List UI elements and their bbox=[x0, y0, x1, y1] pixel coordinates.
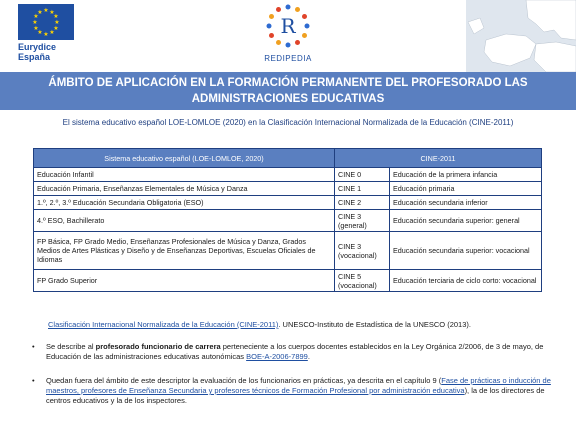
bullet-item bbox=[32, 376, 552, 406]
eurydice-name: Eurydice España bbox=[18, 42, 57, 62]
cine-code-cell: CINE 1 bbox=[335, 182, 390, 196]
cine-code-cell: CINE 0 bbox=[335, 168, 390, 182]
redipedia-logo[interactable] bbox=[255, 4, 321, 63]
level-cell: Educación Infantil bbox=[34, 168, 335, 182]
table-row bbox=[34, 196, 542, 210]
eu-flag-icon bbox=[18, 4, 74, 40]
bullet-text: ), la de los directores de centros educativos y la de los inspectores. bbox=[46, 386, 545, 405]
svg-text:★: ★ bbox=[49, 29, 55, 36]
svg-text:★: ★ bbox=[53, 13, 59, 20]
table-row bbox=[34, 210, 542, 232]
cine-code-cell: CINE 3 (general) bbox=[335, 210, 390, 232]
svg-text:★: ★ bbox=[33, 13, 39, 20]
svg-text:★: ★ bbox=[37, 9, 43, 16]
redipedia-label: REDIPEDIA bbox=[264, 54, 312, 63]
cine-desc-cell: Educación secundaria inferior bbox=[390, 196, 542, 210]
page-header bbox=[0, 0, 576, 72]
page-title: ÁMBITO DE APLICACIÓN EN LA FORMACIÓN PERMANENTE DEL PROFESORADO LAS ADMINISTRACIONES EDUCATIVAS bbox=[0, 72, 576, 110]
svg-text:★: ★ bbox=[43, 31, 49, 38]
europe-map-icon bbox=[466, 0, 576, 72]
svg-text:★: ★ bbox=[37, 29, 43, 36]
level-cell: FP Grado Superior bbox=[34, 270, 335, 292]
redipedia-logo-icon bbox=[266, 4, 310, 48]
bullet-item bbox=[32, 342, 552, 362]
level-cell: FP Básica, FP Grado Medio, Enseñanzas Profesionales de Música y Danza, Grados Medios de Artes Plásticas y Diseño y de Enseñanzas Deportivas, Escuelas Oficiales de Idiomas bbox=[34, 232, 335, 270]
column-header-spanish-system: Sistema educativo español (LOE-LOMLOE, 2020) bbox=[34, 149, 335, 168]
redipedia-letter: R bbox=[280, 14, 296, 38]
eurydice-logo[interactable] bbox=[18, 4, 76, 62]
cine-2011-link[interactable]: Clasificación Internacional Normalizada de la Educación (CINE-2011) bbox=[48, 320, 279, 329]
level-cell: 1.º, 2.º, 3.º Educación Secundaria Obligatoria (ESO) bbox=[34, 196, 335, 210]
svg-text:★: ★ bbox=[49, 9, 55, 16]
table-header-row bbox=[34, 149, 542, 168]
level-cell: Educación Primaria, Enseñanzas Elementales de Música y Danza bbox=[34, 182, 335, 196]
bullet-icon: • bbox=[32, 376, 35, 385]
svg-text:★: ★ bbox=[32, 19, 38, 26]
table-row bbox=[34, 182, 542, 196]
cine-code-cell: CINE 2 bbox=[335, 196, 390, 210]
source-note-text: . UNESCO-Instituto de Estadística de la UNESCO (2013). bbox=[278, 320, 471, 329]
cine-code-cell: CINE 5 (vocacional) bbox=[335, 270, 390, 292]
level-cell: 4.º ESO, Bachillerato bbox=[34, 210, 335, 232]
cine-desc-cell: Educación secundaria superior: general bbox=[390, 210, 542, 232]
svg-text:★: ★ bbox=[54, 19, 60, 26]
table-row bbox=[34, 270, 542, 292]
bullet-text: Quedan fuera del ámbito de este descriptor la evaluación de los funcionarios en prácticas, ya descrita en el capítulo 9 ( bbox=[46, 376, 442, 385]
svg-text:★: ★ bbox=[53, 25, 59, 32]
cine-desc-cell: Educación terciaria de ciclo corto: vocacional bbox=[390, 270, 542, 292]
cine-desc-cell: Educación de la primera infancia bbox=[390, 168, 542, 182]
bullet-text: . bbox=[307, 352, 310, 361]
table-row bbox=[34, 232, 542, 270]
boe-link[interactable]: BOE-A-2006-7899 bbox=[246, 352, 308, 361]
column-header-cine: CINE-2011 bbox=[335, 149, 542, 168]
table-row bbox=[34, 168, 542, 182]
table-caption: El sistema educativo español LOE-LOMLOE (2020) en la Clasificación Internacional Normalizada de la Educación (CINE-2011) bbox=[62, 118, 514, 127]
cine-code-cell: CINE 3 (vocacional) bbox=[335, 232, 390, 270]
practicas-link[interactable]: Fase de prácticas o inducción de maestros, profesores de Enseñanza Secundaria y profesores técnicos de Formación Profesional por administración educativa bbox=[46, 376, 551, 395]
bullet-icon: • bbox=[32, 342, 35, 351]
bullet-text: perteneciente a los cuerpos docentes establecidos en la Ley Orgánica 2/2006, de 3 de mayo, de Educación de las administraciones educativas autonómicas bbox=[46, 342, 544, 361]
bullet-bold-text: profesorado funcionario de carrera bbox=[95, 342, 221, 351]
source-note bbox=[48, 320, 471, 329]
cine-table bbox=[33, 148, 542, 292]
bullet-text: Se describe al bbox=[46, 342, 96, 351]
svg-text:★: ★ bbox=[43, 7, 49, 14]
cine-desc-cell: Educación primaria bbox=[390, 182, 542, 196]
cine-desc-cell: Educación secundaria superior: vocacional bbox=[390, 232, 542, 270]
svg-text:★: ★ bbox=[33, 25, 39, 32]
